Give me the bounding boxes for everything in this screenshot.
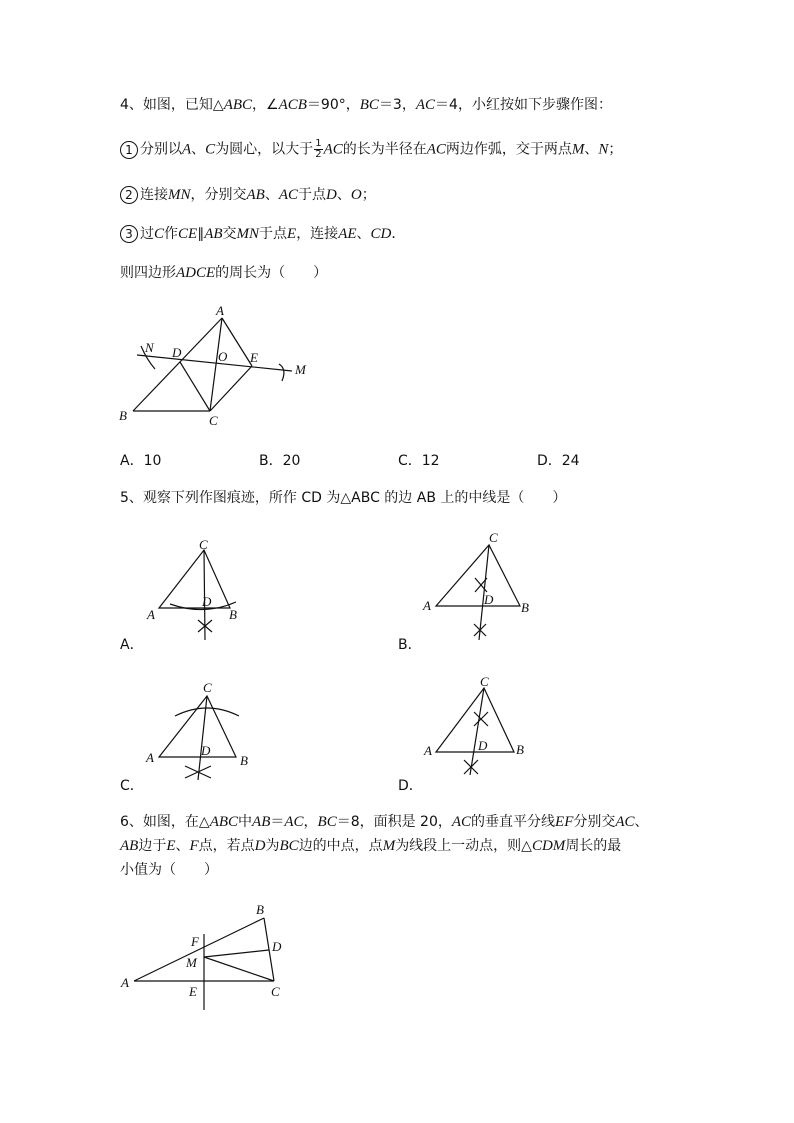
- q4-option-d[interactable]: D．24: [537, 453, 580, 469]
- q4-intro: 4、如图，已知△ABC，∠ACB＝90°，BC＝3，AC＝4，小红按如下步骤作图：: [120, 97, 612, 113]
- q4-label-b: B: [119, 408, 127, 423]
- q6-segment-mc: [204, 957, 274, 981]
- q4-option-b[interactable]: B．20: [259, 453, 301, 469]
- step-number-3: 3: [120, 225, 138, 243]
- q5-option-c[interactable]: C．: [120, 778, 144, 794]
- q5c-label-b: B: [240, 753, 248, 768]
- q6-label-e: E: [189, 984, 197, 999]
- q5b-label-d: D: [484, 592, 494, 607]
- q4-label-o: O: [218, 349, 228, 364]
- q4-step1: 1 分别以A、C为圆心，以大于 $\frac{1}{2}$ AC的长为半径在AC两边作弧，交于两点M、N；: [120, 139, 622, 160]
- fraction-half: $\frac{1}{2}$: [315, 138, 322, 160]
- step-number-2: 2: [120, 186, 138, 204]
- q5-option-a[interactable]: A．: [120, 637, 144, 653]
- q5b-label-a: A: [423, 598, 431, 613]
- q5c-label-d: D: [201, 743, 211, 758]
- q6-segment-md: [204, 950, 269, 957]
- q5d-label-a: A: [424, 743, 432, 758]
- q6-line2: AB边于E、F点，若点D为BC边的中点，点M为线段上一动点，则△CDM周长的最: [120, 838, 622, 854]
- q5d-label-d: D: [478, 738, 488, 753]
- q4-option-a[interactable]: A．10: [120, 453, 162, 469]
- q5d-label-c: C: [480, 674, 489, 689]
- q6-segment-ab: [134, 918, 264, 981]
- q6-label-d: D: [272, 939, 282, 954]
- q5b-label-b: B: [521, 600, 529, 615]
- q6-label-f: F: [191, 934, 199, 949]
- step-number-1: 1: [120, 141, 138, 159]
- q5-option-b[interactable]: B．: [398, 637, 422, 653]
- q4-option-c[interactable]: C．12: [398, 453, 440, 469]
- q6-label-b: B: [256, 902, 264, 917]
- q5a-label-a: A: [147, 607, 155, 622]
- q5a-label-c: C: [199, 537, 208, 552]
- q6-line1: 6、如图，在△ABC中AB＝AC，BC＝8，面积是 20，AC的垂直平分线EF分别交AC、: [120, 814, 649, 830]
- q5b-label-c: C: [489, 530, 498, 545]
- q6-line3: 小值为（ ）: [120, 862, 218, 878]
- q5c-label-c: C: [203, 680, 212, 695]
- q4-label-d: D: [172, 345, 182, 360]
- q4-step3: 3 过C作CE∥AB交MN于点E，连接AE、CD．: [120, 224, 405, 244]
- q5a-label-b: B: [229, 607, 237, 622]
- q4-label-n: N: [145, 340, 154, 355]
- q5c-label-a: A: [146, 750, 154, 765]
- q4-label-a: A: [216, 303, 224, 318]
- q5-option-d[interactable]: D．: [398, 778, 423, 794]
- q4-label-e: E: [250, 350, 258, 365]
- q4-label-c: C: [209, 413, 218, 428]
- q6-label-c: C: [271, 984, 280, 999]
- q4-step2: 2 连接MN，分别交AB、AC于点D、O；: [120, 185, 376, 205]
- q5a-label-d: D: [202, 594, 212, 609]
- q4-question: 则四边形ADCE的周长为（ ）: [120, 265, 328, 281]
- q6-label-a: A: [121, 975, 129, 990]
- q6-label-m: M: [186, 955, 197, 970]
- q5-stem: 5、观察下列作图痕迹，所作 CD 为△ABC 的边 AB 上的中线是（ ）: [120, 490, 567, 506]
- q5d-label-b: B: [516, 742, 524, 757]
- q4-label-m: M: [295, 362, 306, 377]
